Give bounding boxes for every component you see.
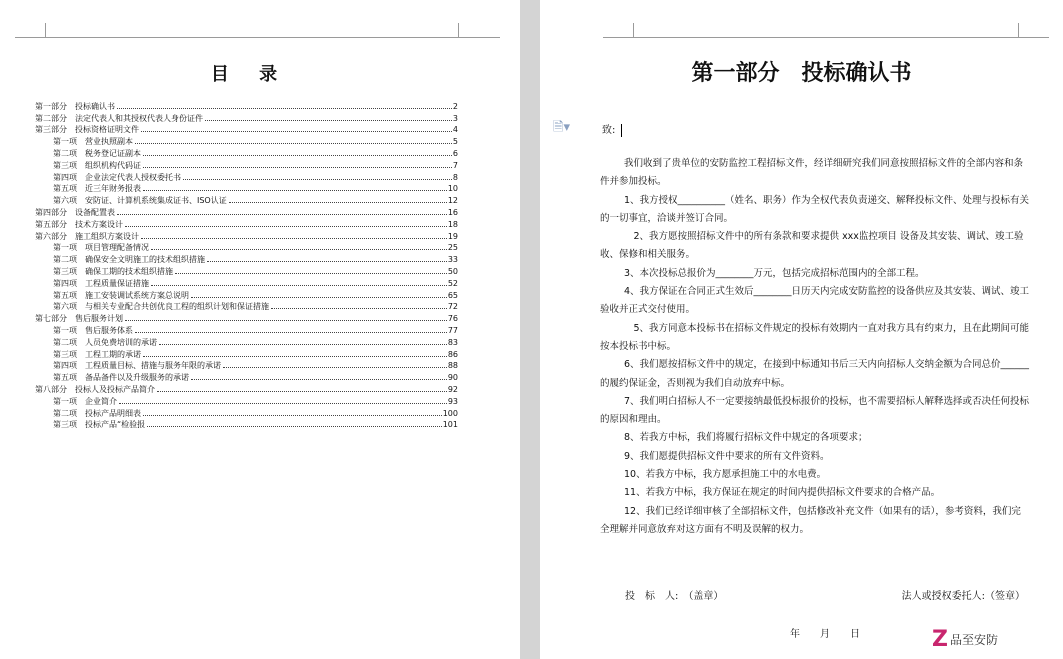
toc-leader-dots — [125, 320, 447, 321]
toc-entry[interactable] — [35, 100, 458, 112]
toc-entry[interactable] — [35, 135, 458, 147]
body-paragraph: 3、本次投标总报价为________万元，包括完成招标范围内的全部工程。 — [624, 267, 925, 279]
toc-entry[interactable] — [35, 289, 458, 301]
toc-entry[interactable] — [35, 159, 458, 171]
toc-entry-text: 第四项 工程质量保证措施 — [53, 278, 149, 288]
document-body[interactable] — [600, 155, 1030, 539]
body-paragraph: 4、我方保证在合同正式生效后________日历天内完成安防监控的设备供应及其安装、调试、竣工验收并正式交付使用。 — [600, 286, 1030, 316]
toc-page-number: 7 — [452, 160, 458, 170]
toc-entry[interactable] — [35, 171, 458, 183]
toc-entry-text: 第七部分 售后服务计划 — [35, 314, 123, 324]
toc-page-number: 6 — [452, 148, 458, 158]
crop-mark-right — [1018, 23, 1049, 38]
crop-mark-left — [15, 23, 46, 38]
toc-page-number: 72 — [447, 302, 458, 312]
toc-page-number: 18 — [447, 219, 458, 229]
body-paragraph: 12、我们已经详细审核了全部招标文件，包括修改补充文件（如果有的话），参考资料，我们完全理解并同意放弃对这方面有不明及误解的权力。 — [600, 505, 1021, 535]
toc-page — [0, 0, 520, 659]
toc-leader-dots — [191, 379, 447, 380]
toc-page-number: 76 — [447, 314, 458, 324]
toc-leader-dots — [183, 179, 452, 180]
toc-page-number: 33 — [447, 255, 458, 265]
toc-entry[interactable] — [35, 253, 458, 265]
body-paragraph: 我们收到了贵单位的安防监控工程招标文件，经详细研究我们同意按照招标文件的全部内容和条件并参加投标。 — [600, 158, 1024, 188]
toc-leader-dots — [157, 391, 447, 392]
toc-entry-text: 第四项 企业法定代表人授权委托书 — [53, 172, 181, 182]
toc-leader-dots — [135, 332, 447, 333]
toc-leader-dots — [147, 426, 442, 427]
signature-row — [625, 587, 1025, 602]
toc-leader-dots — [119, 403, 447, 404]
toc-page-number: 100 — [442, 408, 458, 418]
toc-leader-dots — [159, 344, 447, 345]
toc-leader-dots — [141, 131, 452, 132]
toc-entry-text: 第二项 人员免费培训的承诺 — [53, 337, 157, 347]
toc-entry-text: 第三项 组织机构代码证 — [53, 160, 141, 170]
bidder-signature-label: 投 标 人: （盖章） — [625, 591, 724, 602]
toc-leader-dots — [191, 297, 447, 298]
toc-page-number: 4 — [452, 125, 458, 135]
toc-entry-text: 第一项 企业简介 — [53, 396, 117, 406]
toc-leader-dots — [125, 226, 447, 227]
toc-leader-dots — [271, 308, 447, 309]
toc-page-number: 3 — [452, 113, 458, 123]
toc-entry[interactable] — [35, 242, 458, 254]
toc-entry[interactable] — [35, 230, 458, 242]
toc-entry[interactable] — [35, 371, 458, 383]
toc-leader-dots — [151, 285, 447, 286]
toc-page-number: 65 — [447, 290, 458, 300]
toc-page-number: 16 — [447, 207, 458, 217]
toc-entry-text: 第五部分 技术方案设计 — [35, 219, 123, 229]
toc-entry-text: 第三项 确保工期的技术组织措施 — [53, 266, 173, 276]
text-cursor — [621, 124, 622, 137]
toc-page-number: 10 — [447, 184, 458, 194]
header-line — [15, 37, 500, 38]
toc-entry-text: 第一项 售后服务体系 — [53, 325, 133, 335]
page-gutter — [520, 0, 540, 659]
document-page[interactable] — [540, 0, 1063, 659]
document-title: 第一部分 投标确认书 — [691, 60, 912, 86]
toc-leader-dots — [135, 143, 452, 144]
toc-leader-dots — [117, 108, 452, 109]
toc-entry-text: 第二部分 法定代表人和其授权代表人身份证件 — [35, 113, 203, 123]
toc-entry-text: 第三部分 投标资格证明文件 — [35, 125, 139, 135]
crop-mark-left — [603, 23, 634, 38]
toc-entry-text: 第一项 营业执照副本 — [53, 137, 133, 147]
toc-entry-text: 第四项 工程质量目标、措施与服务年限的承诺 — [53, 361, 221, 371]
toc-page-number: 2 — [452, 101, 458, 111]
legal-rep-signature-label: 法人或授权委托人:（签章） — [901, 591, 1025, 602]
toc-page-number: 101 — [442, 420, 458, 430]
header-line — [603, 37, 1048, 38]
toc-leader-dots — [229, 202, 447, 203]
toc-page-number: 5 — [452, 137, 458, 147]
toc-leader-dots — [223, 367, 447, 368]
toc-entry[interactable] — [35, 301, 458, 313]
toc-leader-dots — [175, 273, 447, 274]
toc-page-number: 50 — [447, 266, 458, 276]
toc-list — [35, 100, 458, 430]
body-paragraph: 8、若我方中标，我们将履行招标文件中规定的各项要求； — [624, 432, 868, 444]
toc-page-number: 90 — [447, 373, 458, 383]
toc-entry[interactable] — [35, 147, 458, 159]
watermark-logo — [932, 627, 998, 652]
toc-leader-dots — [143, 190, 447, 191]
toc-leader-dots — [143, 415, 442, 416]
body-paragraph: 9、我们愿提供招标文件中要求的所有文件资料。 — [624, 450, 830, 462]
toc-entry[interactable] — [35, 324, 458, 336]
toc-page-number: 77 — [447, 325, 458, 335]
body-paragraph: 11、若我方中标，我方保证在规定的时间内提供招标文件要求的合格产品。 — [624, 487, 941, 499]
toc-entry[interactable] — [35, 277, 458, 289]
toc-entry[interactable] — [35, 183, 458, 195]
toc-entry-text: 第二项 确保安全文明施工的技术组织措施 — [53, 255, 205, 265]
body-paragraph: 2、我方愿按照招标文件中的所有条款和要求提供 xxx监控项目 设备及其安装、调试、竣工验收、保修和相关服务。 — [600, 231, 1024, 261]
paste-options-icon[interactable]: 🗎▾ — [553, 120, 570, 135]
toc-entry-text: 第五项 施工安装调试系统方案总说明 — [53, 290, 189, 300]
toc-leader-dots — [117, 214, 447, 215]
toc-entry[interactable] — [35, 124, 458, 136]
toc-entry-text: 第六部分 施工组织方案设计 — [35, 231, 139, 241]
toc-entry-text: 第三项 工程工期的承诺 — [53, 349, 141, 359]
toc-entry-text: 第三项 投标产品“检验报 — [53, 420, 146, 430]
toc-title: 目 录 — [210, 64, 290, 85]
date-line: 年 月 日 — [790, 629, 860, 640]
toc-entry-text: 第五项 近三年财务报表 — [53, 184, 141, 194]
toc-leader-dots — [151, 249, 447, 250]
toc-leader-dots — [141, 238, 447, 239]
toc-page-number: 52 — [447, 278, 458, 288]
toc-page-number: 92 — [447, 384, 458, 394]
logo-mark-icon: Z — [932, 627, 948, 652]
toc-entry[interactable] — [35, 112, 458, 124]
body-paragraph: 1、我方授权__________（姓名、职务）作为全权代表负责递交、解释投标文件、处理与投标有关的一切事宜，洽谈并签订合同。 — [600, 194, 1030, 224]
toc-entry-text: 第四部分 设备配置表 — [35, 207, 115, 217]
toc-entry[interactable] — [35, 395, 458, 407]
toc-entry-text: 第六项 与相关专业配合共创优良工程的组织计划和保证措施 — [53, 302, 269, 312]
toc-page-number: 83 — [447, 337, 458, 347]
toc-page-number: 93 — [447, 396, 458, 406]
toc-leader-dots — [143, 167, 452, 168]
body-paragraph: 7、我们明白招标人不一定要接纳最低投标报价的投标，也不需要招标人解释选择或否决任何投标的原因和理由。 — [600, 395, 1030, 426]
toc-entry-text: 第一部分 投标确认书 — [35, 101, 115, 111]
toc-entry-text: 第二项 投标产品明细表 — [53, 408, 141, 418]
body-paragraph: 10、若我方中标，我方愿承担施工中的水电费。 — [624, 469, 827, 481]
body-paragraph: 5、我方同意本投标书在招标文件规定的投标有效期内一直对我方具有约束力，且在此期间可能按本投标书中标。 — [600, 322, 1030, 352]
toc-entry[interactable] — [35, 206, 458, 218]
toc-page-number: 12 — [447, 196, 458, 206]
toc-entry[interactable] — [35, 265, 458, 277]
toc-entry-text: 第八部分 投标人及投标产品简介 — [35, 384, 155, 394]
toc-entry[interactable] — [35, 383, 458, 395]
crop-mark-right — [458, 23, 489, 38]
toc-entry-text: 第五项 备品备件以及升级服务的承诺 — [53, 373, 189, 383]
toc-page-number: 88 — [447, 361, 458, 371]
toc-entry[interactable] — [35, 407, 458, 419]
logo-name: 品至安防 — [949, 633, 998, 647]
toc-page-number: 86 — [447, 349, 458, 359]
toc-entry[interactable] — [35, 419, 458, 431]
toc-entry[interactable] — [35, 348, 458, 360]
toc-leader-dots — [205, 120, 452, 121]
toc-entry[interactable] — [35, 194, 458, 206]
toc-page-number: 25 — [447, 243, 458, 253]
toc-leader-dots — [207, 261, 447, 262]
toc-leader-dots — [143, 155, 452, 156]
body-paragraph: 6、我们愿按招标文件中的规定，在接到中标通知书后三天内向招标人交纳金额为合同总价______的履约保证金，否则视为我们自动放弃中标。 — [600, 359, 1030, 389]
toc-entry-text: 第六项 安防证、计算机系统集成证书、ISO认证 — [53, 196, 227, 206]
toc-entry[interactable] — [35, 336, 458, 348]
toc-entry[interactable] — [35, 312, 458, 324]
toc-leader-dots — [143, 356, 447, 357]
toc-page-number: 8 — [452, 172, 458, 182]
toc-entry[interactable] — [35, 218, 458, 230]
toc-entry-text: 第一项 项目管理配备情况 — [53, 243, 149, 253]
toc-entry[interactable] — [35, 360, 458, 372]
toc-entry-text: 第二项 税务登记证副本 — [53, 148, 141, 158]
toc-page-number: 19 — [447, 231, 458, 241]
salutation: 致: — [602, 121, 622, 137]
